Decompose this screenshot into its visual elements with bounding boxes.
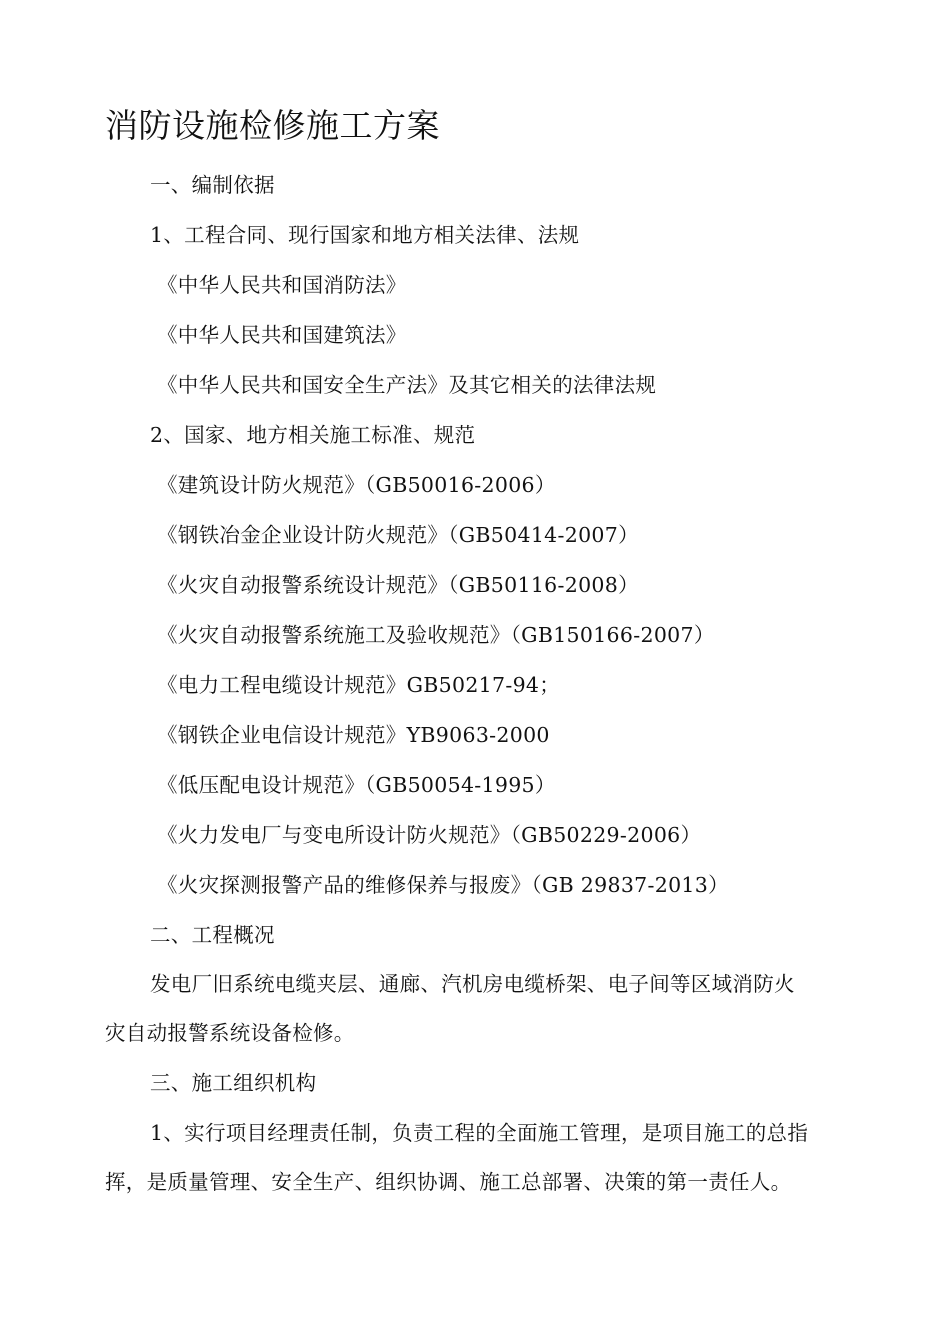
standard-item: 《钢铁冶金企业设计防火规范》（GB50414-2007）: [157, 523, 639, 547]
section-heading-basis: 一、编制依据: [150, 173, 275, 197]
paragraph-line: 1、实行项目经理责任制，负责工程的全面施工管理，是项目施工的总指: [150, 1121, 809, 1145]
document-title: 消防设施检修施工方案: [105, 106, 440, 145]
standard-item: 《电力工程电缆设计规范》GB50217-94；: [157, 673, 561, 697]
subsection-laws: 1、工程合同、现行国家和地方相关法律、法规: [150, 223, 580, 247]
subsection-standards: 2、国家、地方相关施工标准、规范: [150, 423, 476, 447]
standard-item: 《火灾探测报警产品的维修保养与报废》（GB 29837-2013）: [157, 873, 729, 897]
paragraph-line: 灾自动报警系统设备检修。: [105, 1021, 355, 1045]
paragraph-line: 发电厂旧系统电缆夹层、通廊、汽机房电缆桥架、电子间等区域消防火: [150, 972, 795, 996]
standard-item: 《低压配电设计规范》（GB50054-1995）: [157, 773, 556, 797]
standard-item: 《火力发电厂与变电所设计防火规范》（GB50229-2006）: [157, 823, 702, 847]
law-item: 《中华人民共和国消防法》: [157, 273, 407, 297]
section-heading-overview: 二、工程概况: [150, 923, 275, 947]
standard-item: 《火灾自动报警系统施工及验收规范》（GB150166-2007）: [157, 623, 715, 647]
standard-item: 《建筑设计防火规范》（GB50016-2006）: [157, 473, 556, 497]
law-item: 《中华人民共和国建筑法》: [157, 323, 407, 347]
standard-item: 《钢铁企业电信设计规范》YB9063-2000: [157, 723, 550, 747]
section-heading-organization: 三、施工组织机构: [150, 1071, 317, 1095]
standard-item: 《火灾自动报警系统设计规范》（GB50116-2008）: [157, 573, 639, 597]
law-item: 《中华人民共和国安全生产法》及其它相关的法律法规: [157, 373, 657, 397]
paragraph-line: 挥，是质量管理、安全生产、组织协调、施工总部署、决策的第一责任人。: [105, 1170, 792, 1194]
